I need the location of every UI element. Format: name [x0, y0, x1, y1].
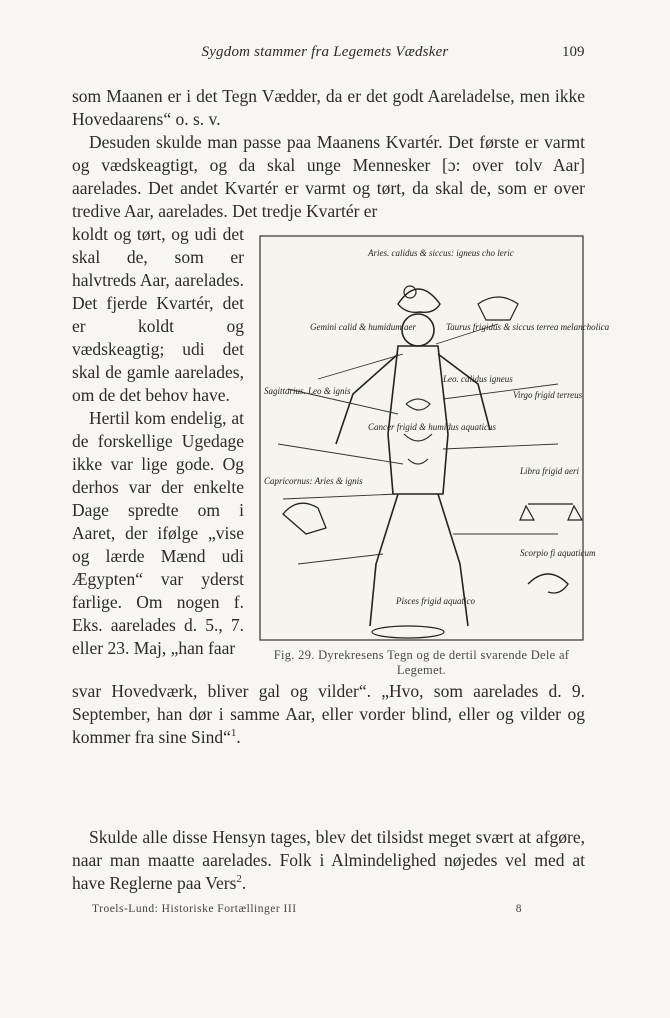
label-gemini: Gemini calid & humidum aer [310, 322, 416, 332]
label-capricorn: Capricornus: Aries & ignis [264, 476, 363, 486]
final-paragraph-body: Skulde alle disse Hensyn tages, blev det tilsidst meget svært at afgøre, naar man maatte aarelades. Folk i Almindelighed nøjedes vel med at have Reglerne paa Vers [72, 827, 585, 893]
paragraph-2: Desuden skulde man passe paa Maanens Kvartér. Det første er varmt og vædskeagtigt, og da skal unge Mennesker [ɔ: over tolv Aar] aarelades. Det andet Kvartér er varmt og tørt, da skal de, som er over tredive Aar, aarelades. Det tredje Kvartér er [72, 132, 585, 221]
page-number: 109 [562, 44, 585, 60]
continuation-end: . [236, 727, 241, 747]
narrow-column [72, 223, 244, 660]
footer-title: Troels-Lund: Historiske Fortællinger III [92, 903, 297, 915]
label-scorpio: Scorpio fi aquaticum [520, 548, 596, 558]
page-footer [92, 903, 522, 921]
label-virgo: Virgo frigid terreus [513, 390, 583, 400]
label-cancer: Cancer frigid & humidus aquaticus [368, 422, 496, 432]
paragraph-1: som Maanen er i det Tegn Vædder, da er det godt Aareladelse, men ikke Hovedaarens“ o. s. v. [72, 86, 585, 129]
label-leo: Leo. calidus igneus [443, 374, 513, 384]
running-header [0, 44, 670, 66]
label-aries: Aries. calidus & siccus: igneus cho leric [368, 248, 514, 258]
label-pisces: Pisces frigid aquatico [396, 596, 475, 606]
continuation-text [72, 680, 585, 749]
label-sagittarius: Sagittarius. Leo & ignis [264, 386, 351, 396]
footnote-ref-2: 2 [236, 873, 242, 886]
label-taurus: Taurus frigidus & siccus terrea melancholica [446, 322, 610, 332]
continuation-body: svar Hovedværk, bliver gal og vilder“. „Hvo, som aarelades d. 9. September, han dør i samme Aar, eller vorder blind, eller og vilder og kommer fra sine Sind“ [72, 681, 585, 747]
zodiac-man-figure [258, 234, 610, 644]
final-paragraph-end: . [241, 873, 247, 893]
signature-mark: 8 [515, 903, 522, 915]
figure-frame [260, 236, 583, 640]
figure-caption: Fig. 29. Dyrekresens Tegn og de dertil svarende Dele af Legemet. [273, 648, 570, 677]
narrow-column-text-2: Hertil kom endelig, at de forskellige Ugedage ikke var lige gode. Og derhos var der enkelte Dage spredte om i Aaret, der ifølge „vise og lærde Mænd udi Ægypten“ var yderst farlige. Om nogen f. Eks. aarelades d. 5., 7. eller 23. Maj, „han faar [72, 408, 244, 658]
narrow-column-text: koldt og tørt, og udi det skal de, som er halvtreds Aar, aarelades. Det fjerde Kvartér, det er koldt og vædskeagtig; udi det skal de gamle aarelades, om de det behov have. [72, 224, 244, 405]
final-paragraph [72, 826, 585, 895]
footnote-ref-1: 1 [230, 727, 237, 740]
zodiac-man-illustration [258, 234, 610, 644]
top-text-block [72, 85, 585, 223]
running-title: Sygdom stammer fra Legemets Vædsker [201, 44, 449, 60]
label-libra: Libra frigid aeri [520, 466, 580, 476]
